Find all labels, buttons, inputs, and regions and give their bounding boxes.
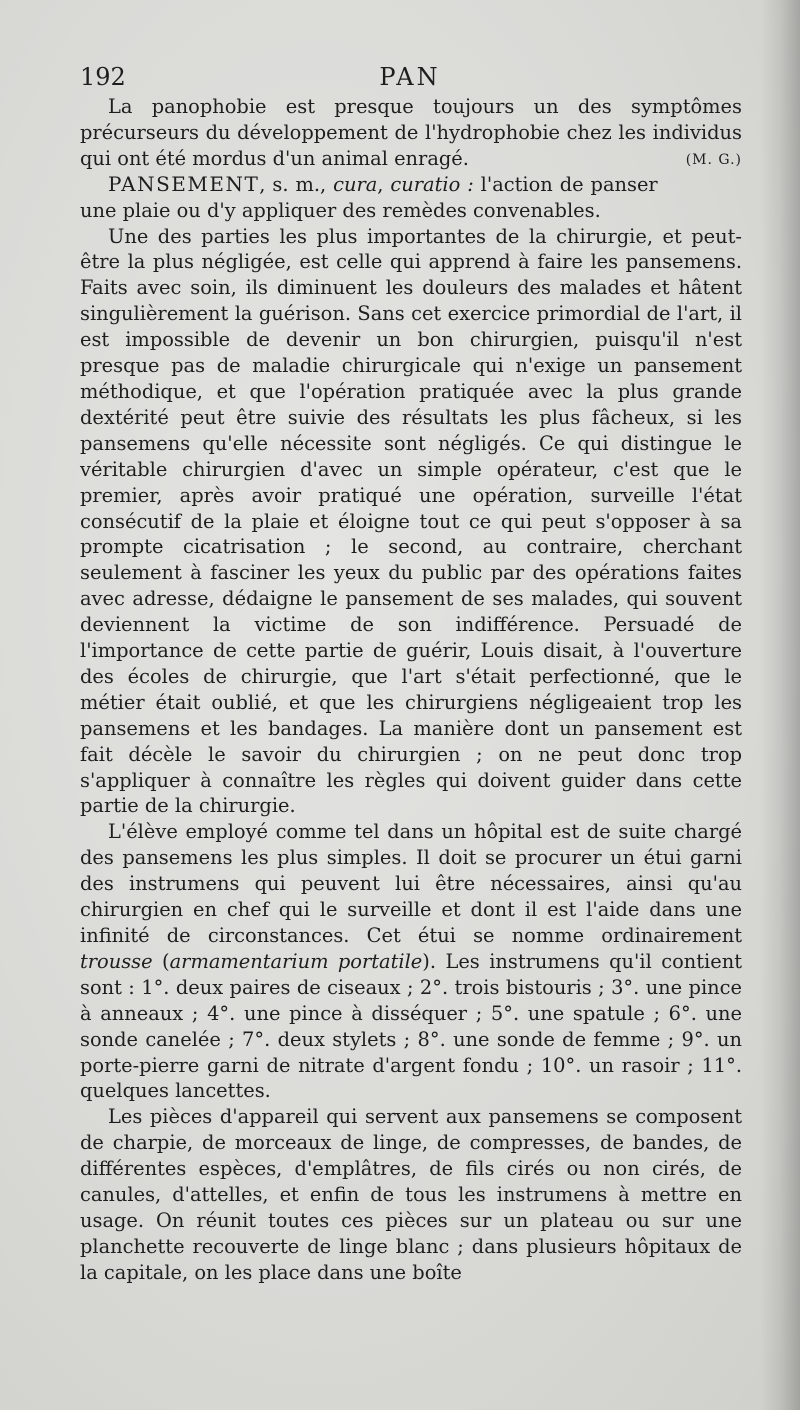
italic-armamentarium: armamentarium portatile [169, 949, 423, 973]
paragraph-text: La panophobie est presque toujours un des symptômes précurseurs du développement de l'hydrophobie chez les individus qui ont été mordus d'un animal enragé. [80, 95, 742, 170]
entry-definition: l'action de panser une plaie ou d'y appliquer des remèdes convenables. [80, 172, 658, 222]
paragraph-text: Les pièces d'appareil qui servent aux pansemens se composent de charpie, de morceaux de linge, de compresses, de bandes, de différentes espèces, d'emplâtres, de fils cirés ou non cirés, de canules, d'attelles, et enfin de tous les instrumens à mettre en usage. On réunit toutes ces pièces sur un plateau ou sur une planchette recouverte de linge blanc ; dans plusieurs hôpitaux de la capitale, on les place dans une boîte [80, 1105, 742, 1284]
running-head: PAN [379, 63, 441, 91]
paragraph-pieces-appareil [80, 1104, 742, 1285]
entry-grammar: , s. m., [259, 172, 334, 196]
paragraph-text: L'élève employé comme tel dans un hôpital est de suite chargé des pansemens les plus simples. Il doit se procurer un étui garni des instrumens qui peuvent lui être nécessaires, ainsi qu'au chirurgien en chef qui le surveille et dont il est l'aide dans une infinité de circonstances. Cet étui se nomme ordinairement [80, 820, 742, 947]
paren-open: ( [152, 949, 170, 973]
gutter-shadow [760, 0, 800, 1410]
paragraph-text-continued: ). Les instrumens qu'il contient sont : 1°. deux paires de ciseaux ; 2°. trois bistouris ; 3°. une pince à anneaux ; 4°. une pince à disséquer ; 5°. une spatule ; 6°. une sonde canelée ; 7°. deux stylets ; 8°. une sonde de femme ; 9°. un porte-pierre garni de nitrate d'argent fondu ; 10°. un rasoir ; 11°. quelques lancettes. [80, 949, 742, 1103]
page-header [80, 62, 740, 92]
paragraph-importance [80, 224, 742, 820]
latin-term-curatio: curatio : [390, 172, 474, 196]
entry-comma: , [377, 172, 391, 196]
page-number: 192 [80, 63, 126, 91]
latin-term-cura: cura [333, 172, 378, 196]
paragraph-panophobie [80, 94, 742, 172]
body-text [80, 94, 742, 1286]
italic-trousse: trousse [80, 949, 153, 973]
author-signature: (M. G.) [685, 151, 742, 168]
paragraph-trousse [80, 819, 742, 1104]
entry-headword: PANSEMENT [108, 171, 260, 196]
dictionary-entry-pansement [80, 172, 742, 224]
paragraph-text: Une des parties les plus importantes de la chirurgie, et peut-être la plus négligée, est celle qui apprend à faire les pansemens. Faits avec soin, ils diminuent les douleurs des malades et hâtent singulièrement la guérison. Sans cet exercice primordial de l'art, il est impossible de devenir un bon chirurgien, puisqu'il n'est presque pas de maladie chirurgicale qui n'exige un pansement méthodique, et que l'opération pratiquée avec la plus grande dextérité peut être suivie des résultats les plus fâcheux, si les pansemens qu'elle nécessite sont négligés. Ce qui distingue le véritable chirurgien d'avec un simple opérateur, c'est que le premier, après avoir pratiqué une opération, surveille l'état consécutif de la plaie et éloigne tout ce qui peut s'opposer à sa prompte cicatrisation ; le second, au contraire, cherchant seulement à fasciner les yeux du public par des opérations faites avec adresse, dédaigne le pansement de ses malades, qui souvent deviennent la victime de son indifférence. Persuadé de l'importance de cette partie de guérir, Louis disait, à l'ouverture des écoles de chirurgie, que l'art s'était perfectionné, que le métier était oublié, et que les chirurgiens négligeaient trop les pansemens et les bandages. La manière dont un pansement est fait décèle le savoir du chirurgien ; on ne peut donc trop s'appliquer à connaître les règles qui doivent guider dans cette partie de la chirurgie. [80, 224, 742, 818]
